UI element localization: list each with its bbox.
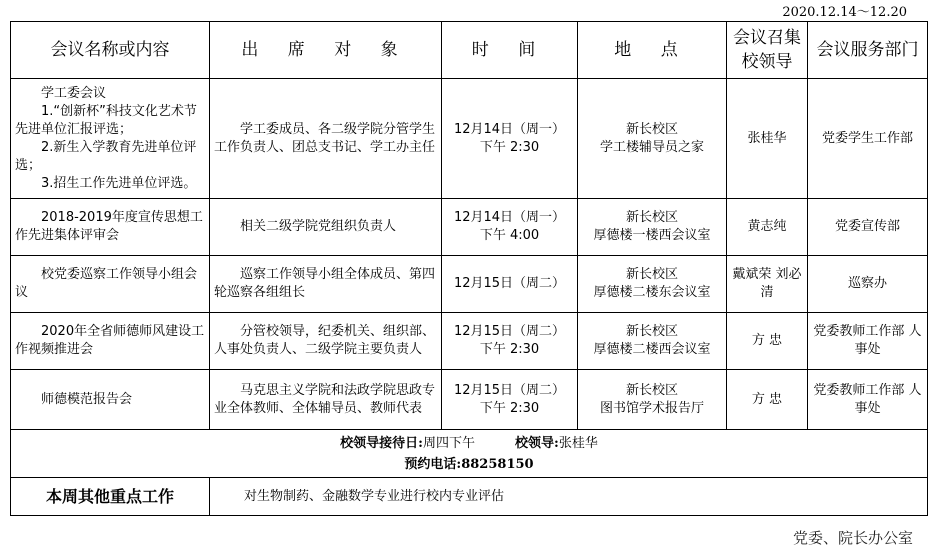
meeting-time: 下午 2:30 [479,400,540,416]
dept-cell: 党委学生工作部 [808,79,928,199]
meeting-date: 12月14日（周一） [453,210,566,225]
place-cell [578,199,727,256]
time-cell [442,370,578,430]
footer-office: 党委、院长办公室 [792,529,913,547]
other-work-row [11,478,928,516]
meeting-name [11,313,210,370]
header-place: 地 点 [578,22,727,79]
meeting-name [11,199,210,256]
reception-leader-label: 校领导: [515,435,559,451]
campus: 新长校区 [625,210,678,225]
header-attendees: 出 席 对 象 [210,22,442,79]
meeting-title: 2020年全省师德师风建设工作视频推进会 [15,324,205,357]
attendees-cell [210,256,442,313]
header-row [11,22,928,79]
meeting-name [11,370,210,430]
meeting-agenda-item: 2.新生入学教育先进单位评选； [15,139,197,173]
place-cell [578,79,727,199]
campus: 新长校区 [625,382,678,398]
attendees: 学工委成员、各二级学院分管学生工作负责人、团总支书记、学工办主任 [214,121,436,155]
room: 学工楼辅导员之家 [599,139,704,155]
meeting-time: 下午 2:30 [479,139,540,155]
leader-cell: 黄志纯 [727,199,808,256]
meeting-date: 12月15日（周二） [453,382,566,398]
meeting-date: 12月15日（周二） [453,276,566,291]
leader-cell: 方 忠 [727,370,808,430]
meeting-title: 校党委巡察工作领导小组会议 [15,267,198,300]
header-dept: 会议服务部门 [808,22,928,79]
campus: 新长校区 [625,121,678,137]
table-row [11,256,928,313]
other-work-title: 本周其他重点工作 [11,478,210,516]
time-cell [442,256,578,313]
attendees: 巡察工作领导小组全体成员、第四轮巡察各组组长 [214,267,436,300]
meeting-time: 下午 4:00 [479,228,540,243]
meeting-name [11,79,210,199]
reception-row [11,430,928,478]
time-cell [442,199,578,256]
meeting-name [11,256,210,313]
meeting-time: 下午 2:30 [479,342,540,357]
table-row [11,199,928,256]
meeting-title: 学工委会议 [41,85,107,101]
meeting-agenda-item: 3.招生工作先进单位评选。 [41,175,197,191]
attendees-cell [210,313,442,370]
dept-cell: 巡察办 [808,256,928,313]
reception-day-value: 周四下午 [422,435,475,451]
room: 厚德楼二楼东会议室 [593,285,711,300]
room: 厚德楼一楼西会议室 [593,228,711,243]
room: 厚德楼二楼西会议室 [593,342,711,357]
meeting-date: 12月14日（周一） [453,121,566,137]
meeting-title: 师德模范报告会 [41,391,133,407]
campus: 新长校区 [625,324,678,339]
header-leader: 会议召集校领导 [727,22,808,79]
reception-info [11,430,928,478]
attendees-cell [210,370,442,430]
meeting-date: 12月15日（周二） [453,324,566,339]
reception-phone-label: 预约电话: [404,456,462,472]
dept-cell: 党委宣传部 [808,199,928,256]
reception-phone-value: 88258150 [461,456,534,472]
place-cell [578,313,727,370]
leader-cell: 方 忠 [727,313,808,370]
time-cell [442,79,578,199]
room: 图书馆学术报告厅 [599,400,704,416]
reception-leader-value: 张桂华 [558,435,598,451]
header-meeting: 会议名称或内容 [11,22,210,79]
leader-cell: 戴斌荣 刘必清 [727,256,808,313]
other-work-content: 对生物制药、金融数学专业进行校内专业评估 [210,478,928,516]
reception-day-label: 校领导接待日: [340,435,423,451]
meeting-title: 2018-2019年度宣传思想工作先进集体评审会 [15,210,203,243]
table-row [11,79,928,199]
campus: 新长校区 [625,267,678,282]
time-cell [442,313,578,370]
meeting-agenda-item: 1.“创新杯”科技文化艺术节先进单位汇报评选； [15,103,197,137]
header-time: 时 间 [442,22,578,79]
attendees-cell [210,79,442,199]
attendees: 马克思主义学院和法政学院思政专业全体教师、全体辅导员、教师代表 [214,382,436,416]
place-cell [578,256,727,313]
dept-cell: 党委教师工作部 人事处 [808,313,928,370]
leader-cell: 张桂华 [727,79,808,199]
attendees: 分管校领导，纪委机关、组织部、人事处负责人、二级学院主要负责人 [214,324,436,357]
attendees-cell [210,199,442,256]
table-row [11,370,928,430]
dept-cell: 党委教师工作部 人事处 [808,370,928,430]
attendees: 相关二级学院党组织负责人 [240,219,397,234]
place-cell [578,370,727,430]
meeting-schedule-table [10,21,928,516]
table-row [11,313,928,370]
date-range: 2020.12.14～12.20 [782,5,907,20]
